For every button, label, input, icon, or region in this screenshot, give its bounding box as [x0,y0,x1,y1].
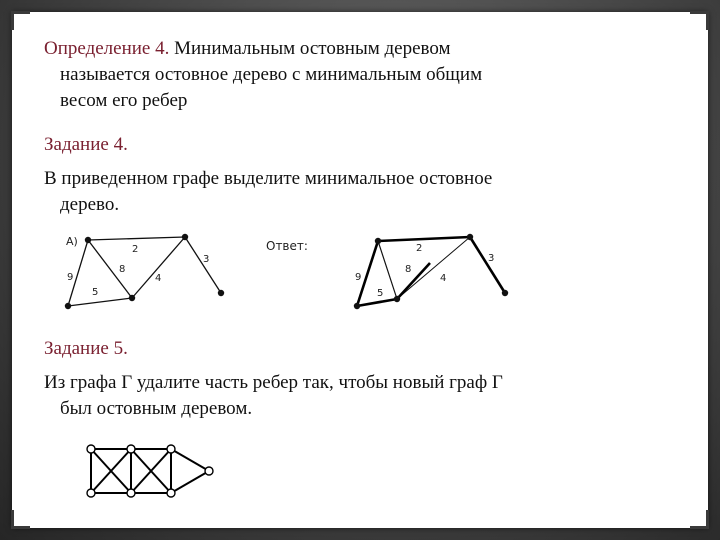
task4-block [44,132,644,158]
graph-g-svg [64,423,236,511]
edge-weight: 4 [440,273,447,284]
edge-weight: 8 [119,264,126,275]
graph-node [127,489,135,497]
graph-a-vertices [65,234,224,309]
corner-bracket [11,510,30,529]
task5-text [44,370,644,422]
graph-g-edges [91,449,209,493]
graph-node [467,234,473,240]
graph-node [375,238,381,244]
task5-line-1: Из графа Г удалите часть ребер так, чтобы новый граф Г [44,372,503,393]
graph-node [167,489,175,497]
answer-label: Ответ: [266,239,308,253]
edge-weight: 9 [67,272,74,283]
graph-node [218,290,224,296]
edge-weight: 4 [155,273,162,284]
task4-line-2: дерево. [60,194,120,215]
corner-bracket [690,11,709,30]
graph-node [87,489,95,497]
graph-g-figure [64,423,236,511]
graph-node [354,303,360,309]
graph-node [65,303,71,309]
graph-node [502,290,508,296]
edge-weight: 2 [416,243,423,254]
edge-weight: 9 [355,272,362,283]
graph-node [127,445,135,453]
edge-weight: 5 [92,287,99,298]
graph-node [182,234,188,240]
task5-label: Задание 5. [44,338,128,359]
edge-weight: 2 [132,244,139,255]
graph-node [87,445,95,453]
task4-text [44,166,644,218]
definition-block [44,36,644,114]
edge-weight: 5 [377,288,384,299]
edge-weight: 3 [488,253,495,264]
graph-a-edges [68,237,221,306]
task5-line-2: был остовным деревом. [60,398,253,419]
graph-node [167,445,175,453]
edge-weight: 8 [405,264,412,275]
graph-svg [60,229,516,315]
corner-bracket [11,11,30,30]
definition-label: Определение 4. [44,38,170,59]
graph-node [205,467,213,475]
task4-line-1: В приведенном графе выделите минимальное остовное [44,168,493,189]
definition-line-2: называется остовное дерево с минимальным общим [60,64,483,85]
definition-line-1: Минимальным остовным деревом [169,38,451,59]
edge-weight: 3 [203,254,210,265]
definition-line-3: весом его ребер [60,90,188,111]
graph-node [85,237,91,243]
task5-block [44,336,644,362]
figure-title: А) [66,235,78,248]
graph-node [129,295,135,301]
corner-bracket [690,510,709,529]
task4-label: Задание 4. [44,134,128,155]
graph-node [394,296,400,302]
graph-figure [60,229,516,315]
